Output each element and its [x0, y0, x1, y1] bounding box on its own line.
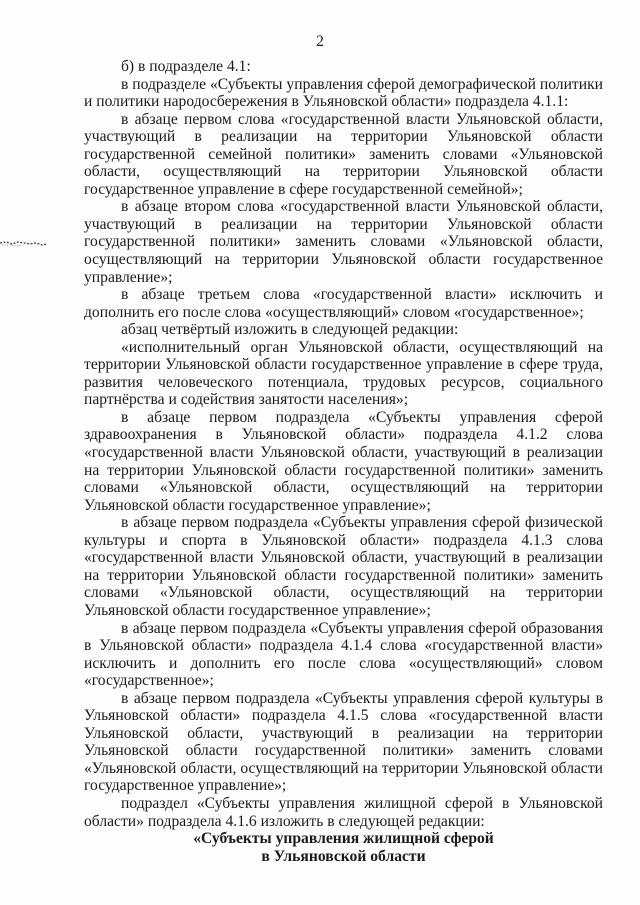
paragraph-10: в абзаце первом подраздела «Субъекты управления сферой образования в Ульяновской области» подраздела 4.1.4 слова «государственной власти» исключить и дополнить его после слова «осуществляющий» словом «государственное»; — [84, 619, 603, 690]
paragraph-3: в абзаце первом слова «государственной власти Ульяновской области, участвующий в реализации на территории Ульяновской области государственной семейной политики» заменить словами «Ульяновской области, осуществляющий на территории Ульяновской области государственное управление в сфере государственной семейной»; — [84, 110, 603, 198]
section-heading-line-1: «Субъекты управления жилищной сферой — [193, 830, 494, 848]
paragraph-8: в абзаце первом подраздела «Субъекты управления сферой здравоохранения в Ульяновской области» подраздела 4.1.2 слова «государственной власти Ульяновской области, участвующий в реализации на территории Ульяновской области государственной политики» заменить словами «Ульяновской области, осуществляющий на территории Ульяновской области государственное управление»; — [84, 408, 603, 514]
section-heading — [84, 830, 603, 865]
paragraph-1: б) в подразделе 4.1: — [121, 58, 251, 75]
paragraph-6: абзац четвёртый изложить в следующей редакции: — [121, 321, 459, 339]
paragraph-5: в абзаце третьем слова «государственной власти» исключить и дополнить его после слова «осуществляющий» словом «государственное»; — [84, 286, 603, 321]
page-number: 2 — [316, 33, 324, 50]
paragraph-11: в абзаце первом подраздела «Субъекты управления сферой культуры в Ульяновской области» подраздела 4.1.5 слова «государственной власти Ульяновской области, участвующий в реализации на территории Ульяновской области государственной политики» заменить словами «Ульяновской области, осуществляющий на территории Ульяновской области государственное управление»; — [84, 689, 603, 795]
paragraph-4: в абзаце втором слова «государственной власти Ульяновской области, участвующий в реализации на территории Ульяновской области государственной политики» заменить словами «Ульяновской области, осуществляющий на территории Ульяновской области государственное управление»; — [84, 198, 603, 286]
scan-artifact-mark — [0, 236, 48, 250]
paragraph-2: в подразделе «Субъекты управления сферой демографической политики и политики народосбережения в Ульяновской области» подраздела 4.1.1: — [84, 75, 604, 111]
document-body — [84, 58, 603, 865]
section-heading-line-2: в Ульяновской области — [261, 847, 426, 865]
paragraph-12: подраздел «Субъекты управления жилищной сферой в Ульяновской области» подраздела 4.1.6 изложить в следующей редакции: — [84, 794, 603, 830]
paragraph-7: «исполнительный орган Ульяновской области, осуществляющий на территории Ульяновской области государственное управление в сфере труда, развития человеческого потенциала, трудовых ресурсов, социального партнёрства и содействия занятости населения»; — [84, 338, 603, 409]
paragraph-9: в абзаце первом подраздела «Субъекты управления сферой физической культуры и спорта в Ульяновской области» подраздела 4.1.3 слова «государственной власти Ульяновской области, участвующий в реализации на территории Ульяновской области государственной политики» заменить словами «Ульяновской области, осуществляющий на территории Ульяновской области государственное управление»; — [84, 514, 603, 619]
